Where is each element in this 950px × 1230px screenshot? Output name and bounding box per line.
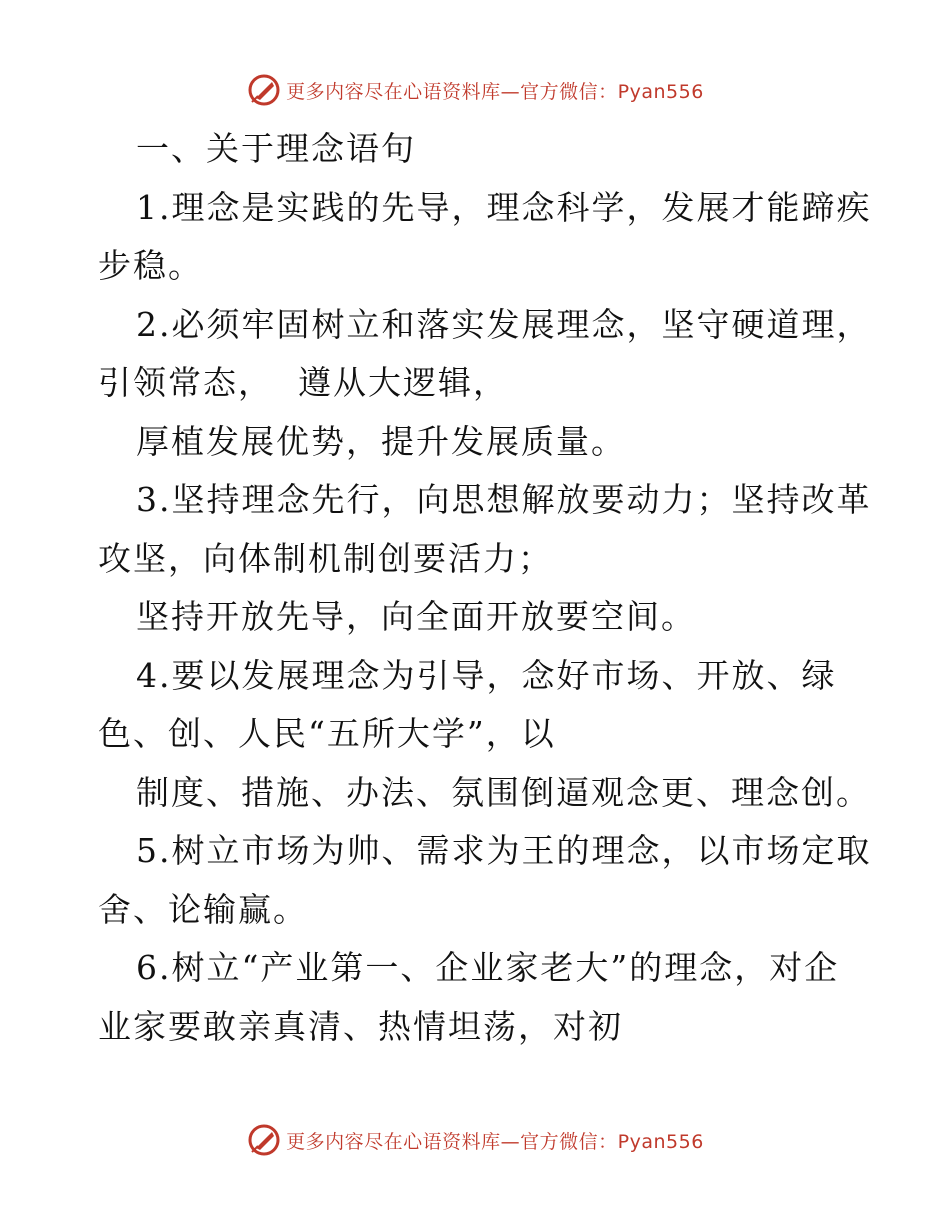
paragraph-line: 步稳。 [98,246,203,285]
paragraph-line: 5.树立市场为帅、需求为王的理念，以市场定取 [136,831,872,870]
footer-banner-text: 更多内容尽在心语资料库—官方微信：Pyan556 [286,1130,704,1153]
paragraph-line: 厚植发展优势，提升发展质量。 [136,421,626,461]
footer-banner [0,1120,950,1160]
paragraph-line: 坚持开放先导，向全面开放要空间。 [136,597,696,636]
section-heading: 一、关于理念语句 [136,129,416,168]
header-banner-text: 更多内容尽在心语资料库—官方微信：Pyan556 [286,80,704,103]
paragraph-line: 2.必须牢固树立和落实发展理念，坚守硬道理， [136,304,872,344]
paragraph-line: 色、创、人民“五所大学”，以 [98,714,556,753]
paragraph-line: 4.要以发展理念为引导，念好市场、开放、绿 [136,655,837,695]
quill-seal-icon [246,72,282,108]
paragraph-line: 舍、论输赢。 [98,889,308,929]
paragraph-line: 攻坚，向体制机制创要活力； [98,538,553,578]
paragraph-line: 制度、措施、办法、氛围倒逼观念更、理念创。 [136,772,871,812]
paragraph-line: 6.树立“产业第一、企业家老大”的理念，对企 [136,948,840,987]
paragraph-line: 业家要敢亲真清、热情坦荡，对初 [98,1006,623,1046]
paragraph-line: 1.理念是实践的先导，理念科学，发展才能蹄疾 [136,187,872,227]
document-body [98,120,872,1056]
paragraph-line: 3.坚持理念先行，向思想解放要动力；坚持改革 [136,480,872,519]
paragraph-line: 引领常态， 遵从大逻辑， [98,363,508,402]
header-banner [0,70,950,110]
quill-seal-icon [246,1122,282,1158]
